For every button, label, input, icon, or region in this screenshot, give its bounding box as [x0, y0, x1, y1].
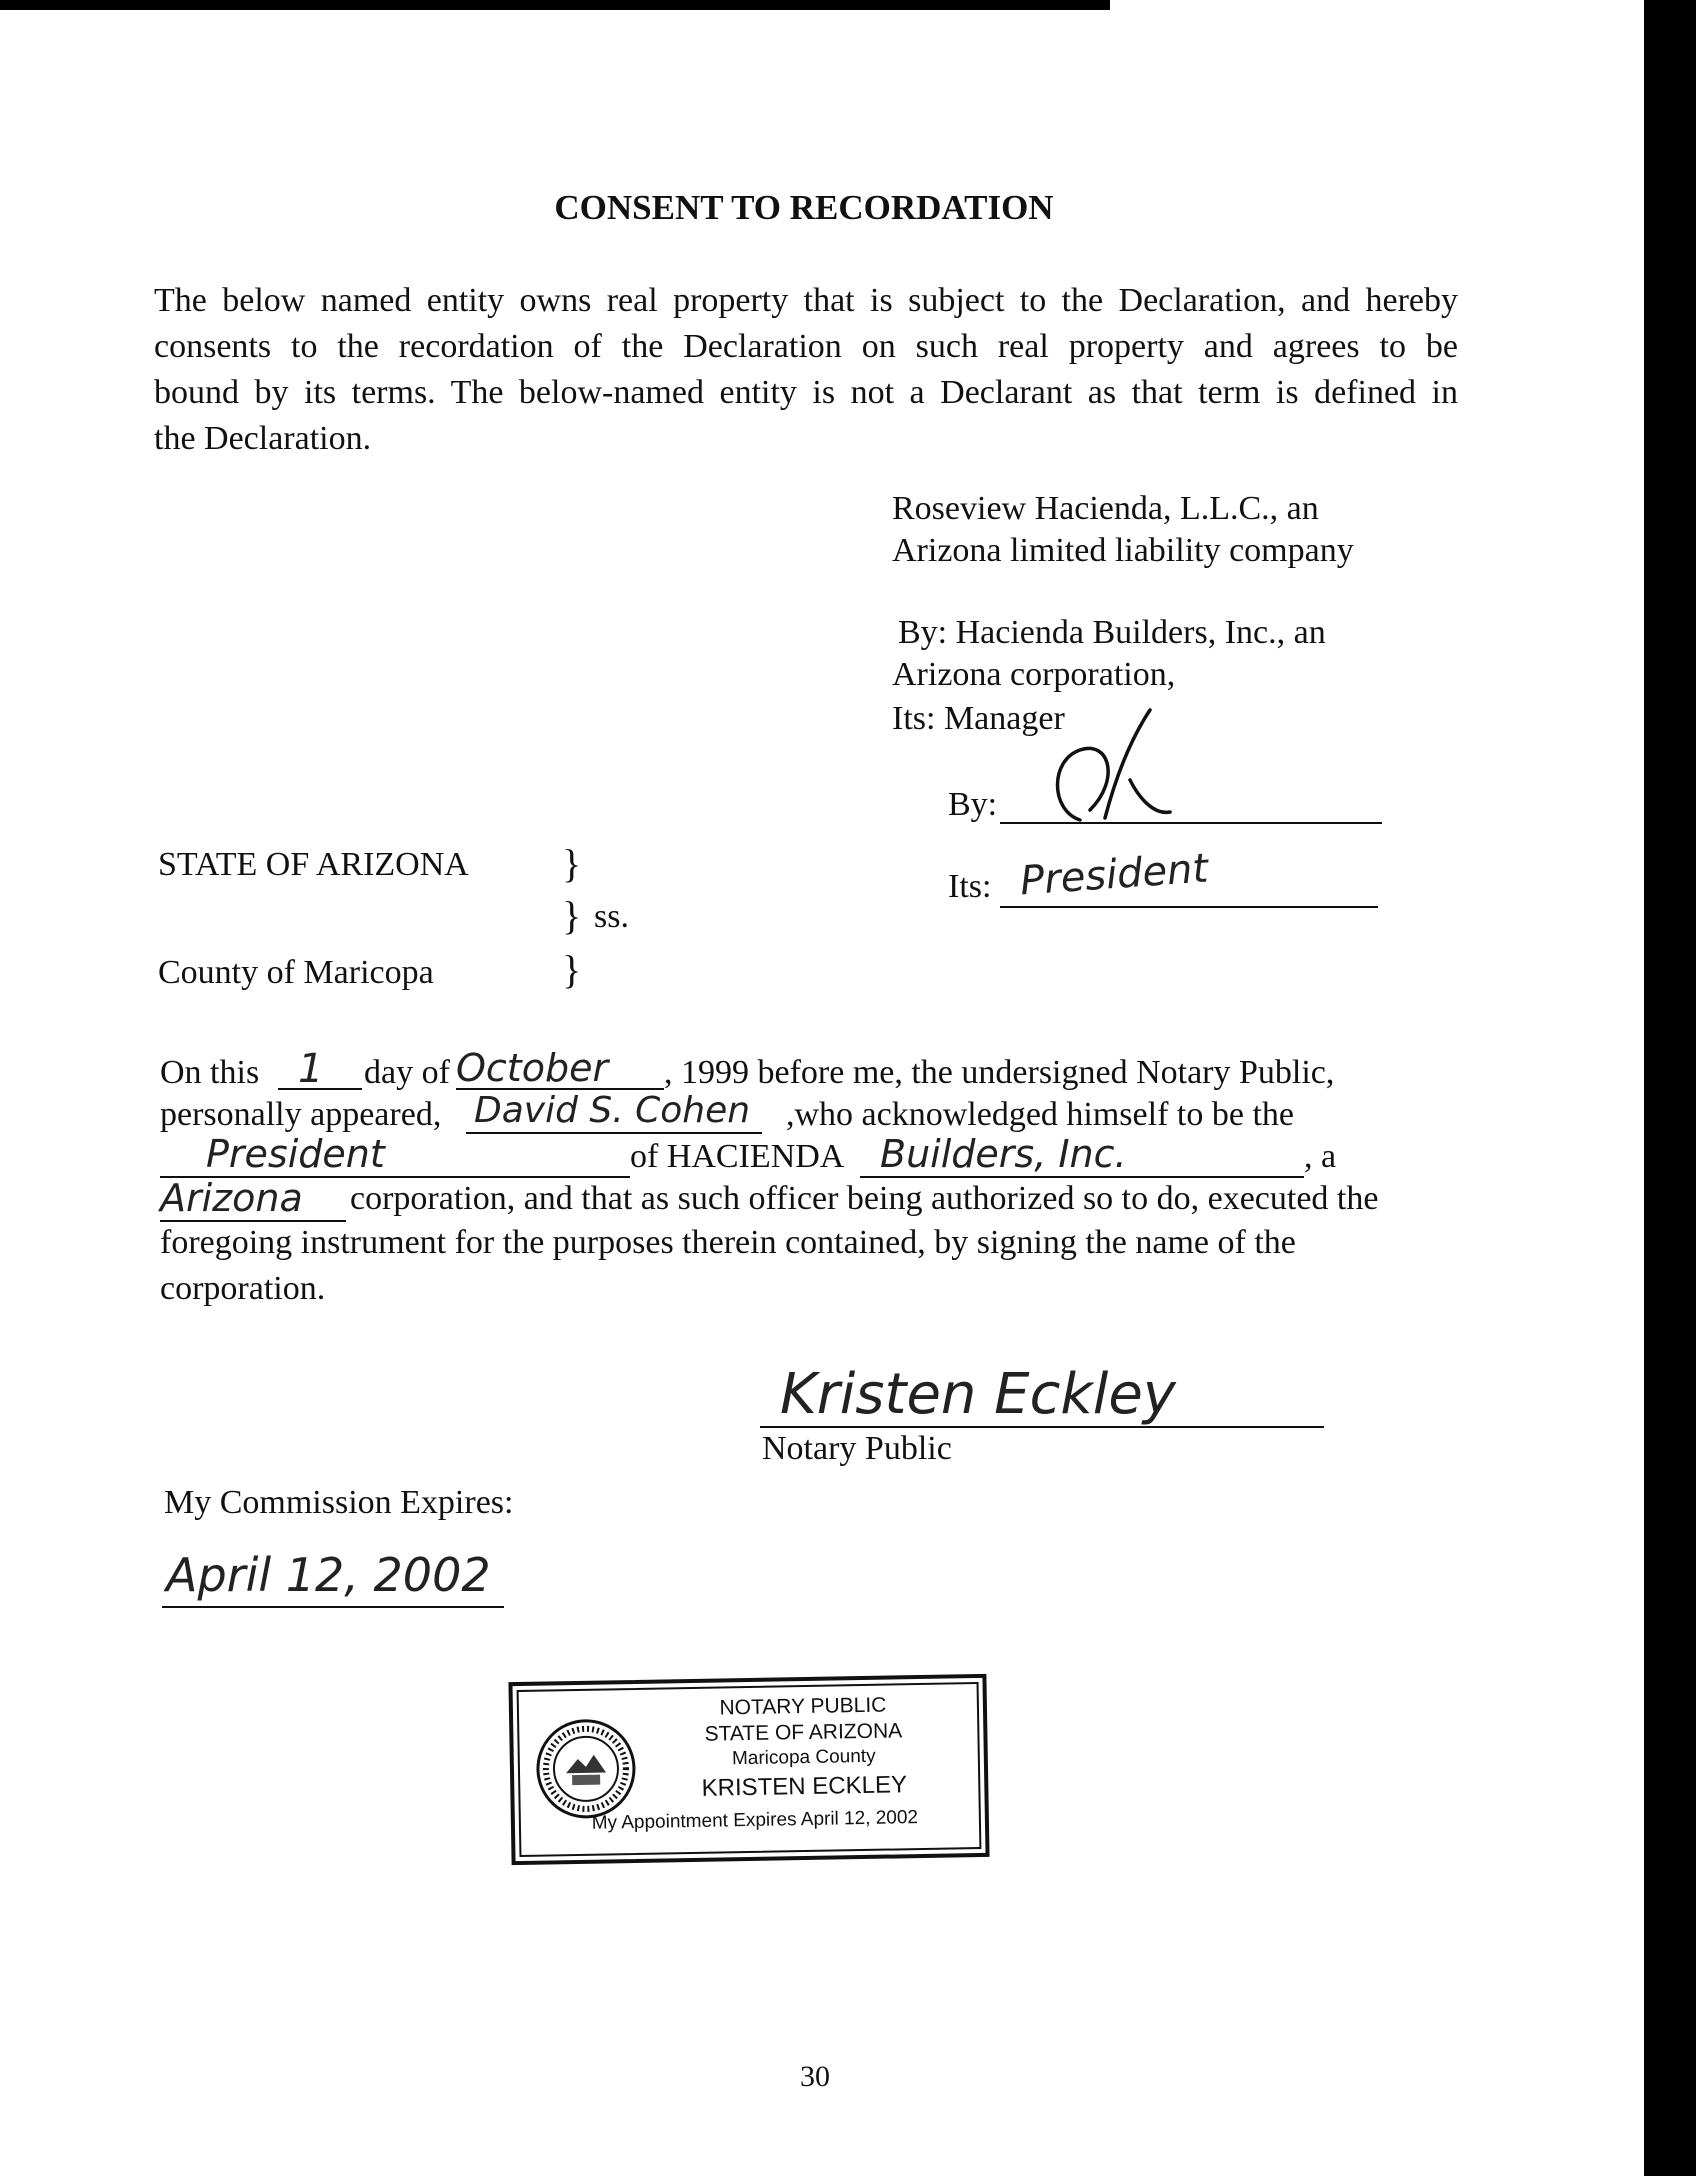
stamp-line-3: Maricopa County: [731, 1745, 876, 1770]
ack-who-acknowledged: ,who acknowledged himself to be the: [786, 1096, 1294, 1133]
entity-name-line-1: Roseview Hacienda, L.L.C., an: [892, 490, 1319, 527]
venue-brace-1: }: [562, 841, 582, 886]
ack-day-value: 1: [298, 1046, 324, 1092]
stamp-line-1: NOTARY PUBLIC: [719, 1693, 887, 1720]
commission-line: [162, 1606, 504, 1608]
ack-personally: personally appeared,: [160, 1096, 442, 1133]
venue-brace-3: }: [562, 947, 582, 992]
by-label: By:: [948, 786, 998, 823]
entity-name-line-2: Arizona limited liability company: [892, 532, 1354, 569]
stamp-line-2: STATE OF ARIZONA: [704, 1719, 903, 1746]
its-label: Its:: [948, 868, 992, 905]
state-seal-image: [533, 1716, 639, 1822]
ack-line-5: foregoing instrument for the purposes therein contained, by signing the name of the: [160, 1224, 1296, 1261]
ack-state-line: [160, 1220, 346, 1222]
intro-line-1: The below named entity owns real property that is subject to the Declaration, and hereby: [154, 282, 1458, 319]
ack-month-value: October: [456, 1046, 609, 1090]
its-signature-line: [1000, 906, 1378, 908]
ack-line-4: corporation, and that as such officer being authorized so to do, executed the: [350, 1180, 1379, 1217]
entity-its-manager: Its: Manager: [892, 700, 1065, 737]
venue-brace-2: }: [562, 893, 582, 938]
ack-on-this: On this: [160, 1054, 260, 1091]
ack-company-line: [860, 1176, 1304, 1178]
page-number: 30: [800, 2060, 830, 2093]
notary-signature-image: Kristen Eckley: [780, 1362, 1176, 1427]
commission-label: My Commission Expires:: [164, 1484, 514, 1521]
scan-top-edge: [0, 0, 1110, 10]
stamp-line-4: KRISTEN ECKLEY: [701, 1771, 908, 1802]
ack-title-value: President: [206, 1132, 385, 1176]
commission-value: April 12, 2002: [166, 1548, 491, 1602]
ack-comma-a: , a: [1304, 1138, 1337, 1175]
ack-state-value: Arizona: [160, 1176, 303, 1220]
notary-public-label: Notary Public: [762, 1430, 952, 1467]
scan-right-edge: [1644, 0, 1696, 2176]
entity-by-line-2: Arizona corporation,: [892, 656, 1176, 693]
ack-day-of: day of: [364, 1054, 450, 1091]
ack-line-6: corporation.: [160, 1270, 326, 1307]
ack-company-value: Builders, Inc.: [880, 1132, 1127, 1176]
venue-county: County of Maricopa: [158, 954, 434, 991]
ack-year-text: , 1999 before me, the undersigned Notary Public,: [664, 1054, 1335, 1091]
notary-stamp: [508, 1674, 989, 1865]
stamp-line-5: My Appointment Expires April 12, 2002: [591, 1807, 919, 1834]
intro-line-4: the Declaration.: [154, 420, 372, 457]
entity-by-line-1: By: Hacienda Builders, Inc., an: [898, 614, 1326, 651]
its-handwritten-value: President: [1018, 845, 1210, 905]
intro-line-3: bound by its terms. The below-named entity is not a Declarant as that term is defined in: [154, 374, 1458, 411]
ack-name-line: [466, 1132, 762, 1134]
venue-state: STATE OF ARIZONA: [158, 846, 469, 883]
ack-name-value: David S. Cohen: [474, 1090, 751, 1131]
ack-of-hacienda: of HACIENDA: [630, 1138, 845, 1175]
intro-line-2: consents to the recordation of the Declaration on such real property and agrees to be: [154, 328, 1458, 365]
document-title: CONSENT TO RECORDATION: [554, 188, 1054, 227]
entity-signature-image: [1020, 700, 1190, 830]
venue-ss: ss.: [594, 898, 629, 935]
